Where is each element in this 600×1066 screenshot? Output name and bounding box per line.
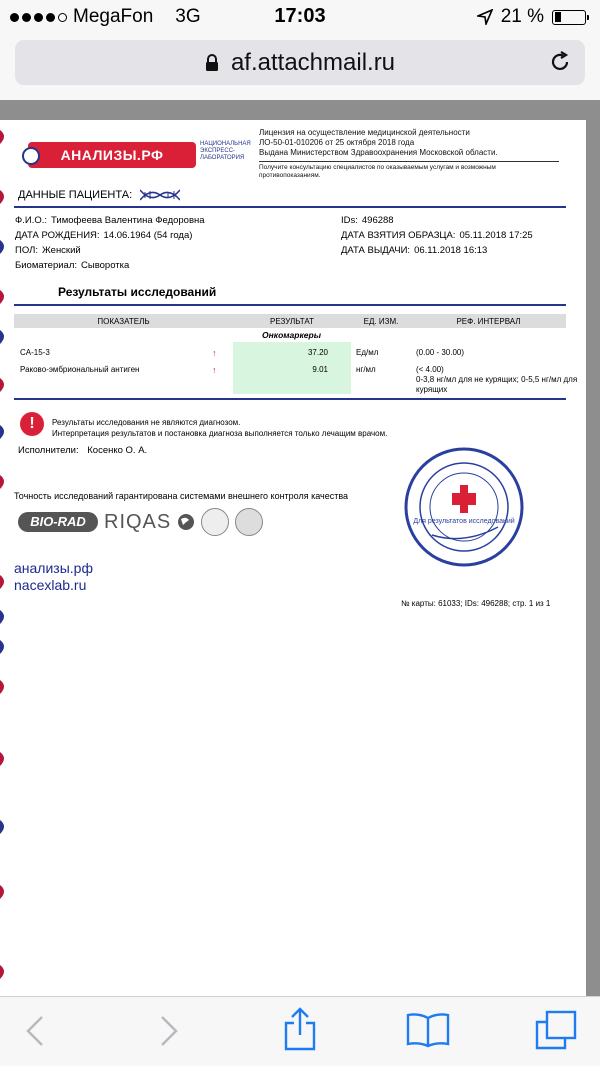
up-arrow-icon: ↑ xyxy=(212,348,217,358)
biomaterial-label: Биоматериал: xyxy=(15,260,78,271)
browser-toolbar xyxy=(0,996,600,1066)
license-block xyxy=(259,128,559,180)
seal-stamp-icon xyxy=(402,445,526,569)
battery-icon xyxy=(552,10,586,25)
unit: Ед/мл xyxy=(356,348,379,357)
license-line: ЛО-50-01-010206 от 25 октября 2018 года xyxy=(259,138,415,147)
page-gray-right xyxy=(586,100,600,996)
ids-value: 496288 xyxy=(361,215,394,226)
results-title: Результаты исследований xyxy=(58,285,217,299)
ref-interval: (0.00 - 30.00) xyxy=(416,348,465,357)
stamp-text: Для результатов исследований xyxy=(413,518,515,525)
birth-label: ДАТА РОЖДЕНИЯ: xyxy=(15,230,100,241)
site-link[interactable]: анализы.рф xyxy=(14,560,93,576)
indicator-name: Раково-эмбриональный антиген xyxy=(20,365,140,374)
url-text: af.attachmail.ru xyxy=(230,48,396,76)
birth-value: 14.06.1964 (54 года) xyxy=(103,230,193,241)
fio-value: Тимофеева Валентина Федоровна xyxy=(51,215,205,226)
lab-report xyxy=(0,120,586,996)
divider xyxy=(14,398,566,400)
page-gray-top xyxy=(0,100,600,120)
brand-logo: АНАЛИЗЫ.РФ xyxy=(28,142,196,168)
site-link[interactable]: nacexlab.ru xyxy=(14,577,87,593)
decorative-border xyxy=(0,120,10,996)
forward-icon[interactable] xyxy=(158,1014,180,1048)
divider xyxy=(14,206,566,208)
fsvok-badge-icon xyxy=(235,508,263,536)
ref-note: 0-3,8 нг/мл для не курящих; 0-5,5 нг/мл для курящих xyxy=(416,375,578,394)
executor-label: Исполнители: xyxy=(18,445,79,456)
executor xyxy=(18,445,147,456)
sex-value: Женский xyxy=(42,245,81,256)
location-arrow-icon xyxy=(477,9,493,25)
up-arrow-icon: ↑ xyxy=(212,365,217,375)
warning-icon: ! xyxy=(20,412,44,436)
clock: 17:03 xyxy=(274,5,326,27)
riqas-logo: RIQAS xyxy=(104,510,172,533)
patient-heading-text: ДАННЫЕ ПАЦИЕНТА: xyxy=(18,189,133,201)
col-header-unit: ЕД. ИЗМ. xyxy=(363,316,399,326)
group-label: Онкомаркеры xyxy=(262,330,321,340)
lock-icon xyxy=(205,54,219,72)
globe-icon xyxy=(177,513,195,531)
biomaterial-value: Сыворотка xyxy=(81,260,130,271)
divider xyxy=(14,304,566,306)
result-value: 9.01 xyxy=(312,365,328,374)
sample-date-value: 05.11.2018 17:25 xyxy=(459,230,533,241)
site-links xyxy=(14,560,93,594)
warning-line: Интерпретация результатов и постановка диагноза выполняется только лечащим врачом. xyxy=(52,429,388,438)
battery-percent: 21 % xyxy=(500,6,544,27)
partner-logos xyxy=(18,508,263,536)
sample-date-label: ДАТА ВЗЯТИЯ ОБРАЗЦА: xyxy=(341,230,456,241)
license-line: Лицензия на осуществление медицинской деятельности xyxy=(259,128,470,137)
indicator-name: CA-15-3 xyxy=(20,348,50,357)
sex-label: ПОЛ: xyxy=(15,245,38,256)
fio-label: Ф.И.О.: xyxy=(15,215,47,226)
certification-badge-icon xyxy=(201,508,229,536)
carrier-name: MegaFon xyxy=(73,6,154,27)
back-icon[interactable] xyxy=(24,1014,46,1048)
col-header-ref: РЕФ. ИНТЕРВАЛ xyxy=(456,316,521,326)
results-table-header xyxy=(14,314,566,328)
issue-date-label: ДАТА ВЫДАЧИ: xyxy=(341,245,411,256)
patient-heading xyxy=(18,188,180,202)
ids-label: IDs: xyxy=(341,215,358,226)
browser-chrome xyxy=(0,34,600,100)
warning-text xyxy=(52,417,387,439)
brand-subtitle: НАЦИОНАЛЬНАЯ ЭКСПРЕСС-ЛАБОРАТОРИЯ xyxy=(200,141,251,161)
card-info: № карты: 61033; IDs: 496288; стр. 1 из 1 xyxy=(401,599,551,608)
status-right xyxy=(477,6,586,28)
ref-interval-block xyxy=(416,365,581,395)
issue-date-value: 06.11.2018 16:13 xyxy=(414,245,488,256)
precision-text: Точность исследований гарантирована системами внешнего контроля качества xyxy=(14,491,349,501)
biorad-logo: BIO-RAD xyxy=(18,512,98,532)
consult-note: Получите консультацию специалистов по оказываемым услугам и возможным противопоказаниям. xyxy=(259,164,496,179)
col-header-indicator: ПОКАЗАТЕЛЬ xyxy=(97,316,150,326)
result-value: 37.20 xyxy=(307,348,328,357)
col-header-result: РЕЗУЛЬТАТ xyxy=(270,316,314,326)
dna-icon xyxy=(140,188,180,202)
ref-interval: (< 4.00) xyxy=(416,365,444,374)
network-type: 3G xyxy=(175,6,201,27)
status-bar xyxy=(0,0,600,34)
unit: нг/мл xyxy=(356,365,376,374)
warning-line: Результаты исследования не являются диагнозом. xyxy=(52,418,241,427)
reload-icon[interactable] xyxy=(547,49,573,75)
patient-right-info xyxy=(341,213,533,258)
address-bar[interactable] xyxy=(15,40,585,85)
executor-value: Косенко О. А. xyxy=(87,445,148,456)
tabs-icon[interactable] xyxy=(535,1010,577,1050)
license-line: Выдана Министерством Здравоохранения Московской области. xyxy=(259,148,498,157)
share-icon[interactable] xyxy=(282,1007,318,1051)
patient-left-info xyxy=(15,213,205,273)
bookmarks-icon[interactable] xyxy=(405,1012,451,1048)
